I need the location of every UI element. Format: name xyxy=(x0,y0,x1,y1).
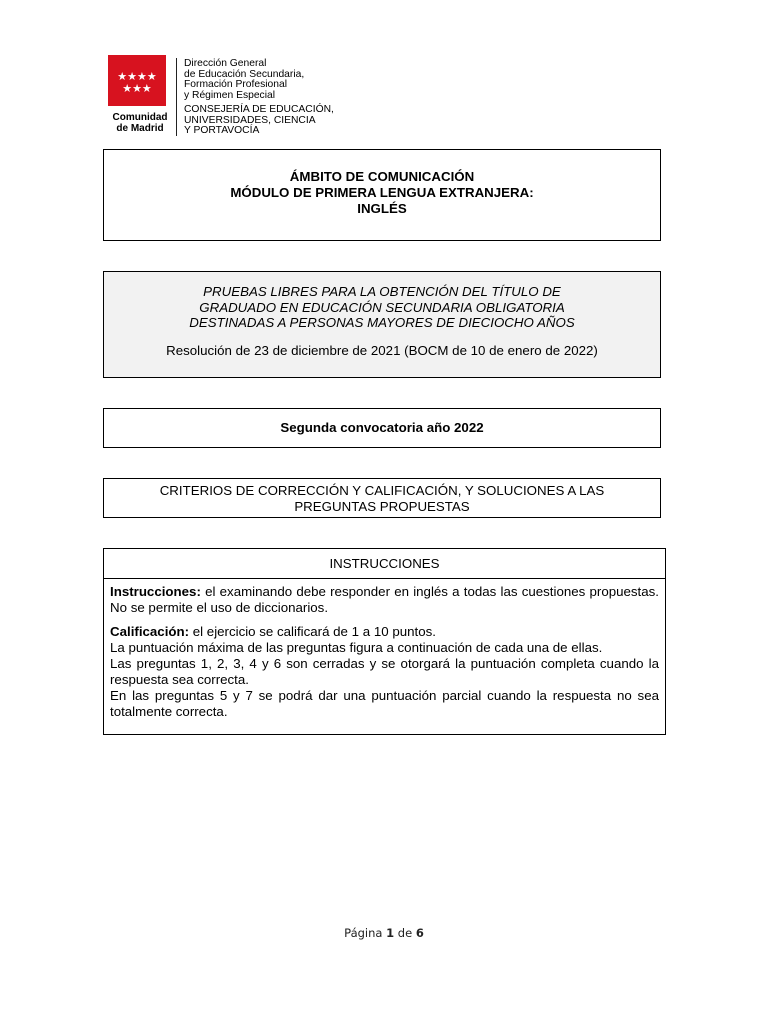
page-current: 1 xyxy=(386,926,395,940)
module-title: MÓDULO DE PRIMERA LENGUA EXTRANJERA: xyxy=(230,185,534,200)
page-footer xyxy=(0,926,768,940)
header-divider xyxy=(176,58,177,136)
criterios-box: CRITERIOS DE CORRECCIÓN Y CALIFICACIÓN, Y SOLUCIONES A LAS PREGUNTAS PROPUESTAS xyxy=(103,478,661,518)
of-word: de xyxy=(397,926,413,940)
language-title: INGLÉS xyxy=(357,201,407,216)
closed-questions-line: Las preguntas 1, 2, 3, 4 y 6 son cerradas y se otorgará la puntuación completa cuando la respuesta sea correcta. xyxy=(110,656,659,687)
partial-score-line: En las preguntas 5 y 7 se podrá dar una puntuación parcial cuando la respuesta no sea totalmente correcta. xyxy=(110,688,659,719)
resolution-text: Resolución de 23 de diciembre de 2021 (BOCM de 10 de enero de 2022) xyxy=(166,342,598,358)
instructions-box xyxy=(103,548,666,735)
page-word: Página xyxy=(344,926,383,940)
instructions-header: INSTRUCCIONES xyxy=(104,549,665,579)
instructions-body xyxy=(104,579,665,720)
convocatoria-text: Segunda convocatoria año 2022 xyxy=(280,420,484,435)
instructions-label: Instrucciones: xyxy=(110,584,201,599)
instructions-paragraph: Instrucciones: el examinando debe responder en inglés a todas las cuestiones propuestas. No se permite el uso de diccionarios. xyxy=(110,584,659,615)
page-total: 6 xyxy=(415,926,424,940)
logo-name: Comunidad de Madrid xyxy=(112,112,168,134)
consejeria-text: CONSEJERÍA DE EDUCACIÓN, UNIVERSIDADES, CIENCIA Y PORTAVOCÍA xyxy=(184,104,334,137)
calificacion-label: Calificación: xyxy=(110,624,190,639)
comunidad-de-madrid-logo xyxy=(104,55,172,137)
calificacion-paragraph: Calificación: el ejercicio se calificará de 1 a 10 puntos. xyxy=(110,624,436,639)
module-title-box xyxy=(103,149,661,241)
exam-description-box: PRUEBAS LIBRES PARA LA OBTENCIÓN DEL TÍTULO DE GRADUADO EN EDUCACIÓN SECUNDARIA OBLIGATORIA DESTINADAS A PERSONAS MAYORES DE DIECIOCHO AÑOS Resolución de 23 de diciembre de 2021 (BOCM de 10 de enero de 2022) xyxy=(103,271,661,378)
ambito-title: ÁMBITO DE COMUNICACIÓN xyxy=(289,169,475,184)
max-score-line: La puntuación máxima de las preguntas figura a continuación de cada una de ellas. xyxy=(110,640,603,655)
direccion-general-text: Dirección General de Educación Secundaria, Formación Profesional y Régimen Especial xyxy=(184,58,305,101)
stars-icon: ★★★★ ★★★ xyxy=(117,71,157,95)
madrid-flag-icon xyxy=(108,55,166,106)
convocatoria-box xyxy=(103,408,661,448)
